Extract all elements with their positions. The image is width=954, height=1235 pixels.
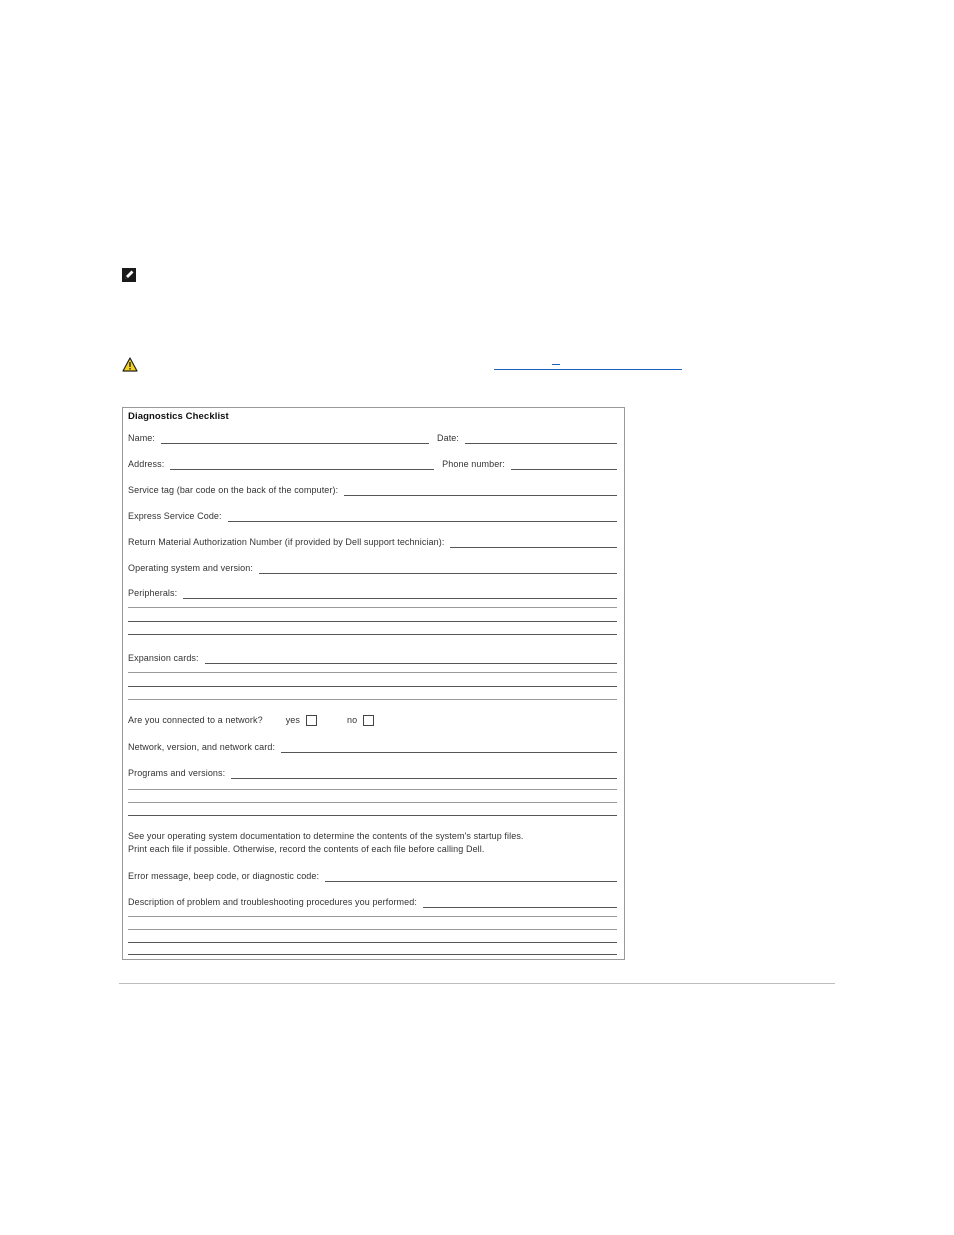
caution-triangle-icon bbox=[122, 357, 138, 372]
peripherals-line[interactable] bbox=[128, 634, 617, 635]
expansion-line[interactable] bbox=[128, 699, 617, 700]
name-date-row bbox=[128, 432, 617, 444]
programs-line[interactable] bbox=[128, 789, 617, 790]
yes-checkbox[interactable] bbox=[306, 715, 317, 726]
diagnostics-checklist-form bbox=[122, 407, 625, 960]
service-tag-row bbox=[128, 484, 617, 496]
network-card-field[interactable] bbox=[281, 744, 617, 753]
error-code-field[interactable] bbox=[325, 873, 617, 882]
description-line[interactable] bbox=[128, 954, 617, 955]
expansion-line[interactable] bbox=[128, 672, 617, 673]
address-phone-row bbox=[128, 458, 617, 470]
error-code-row bbox=[128, 870, 617, 882]
programs-row bbox=[128, 767, 617, 779]
note-pencil-icon bbox=[122, 268, 136, 282]
name-field[interactable] bbox=[161, 435, 429, 444]
error-code-label: Error message, beep code, or diagnostic code: bbox=[128, 871, 320, 881]
phone-field[interactable] bbox=[511, 461, 617, 470]
description-label: Description of problem and troubleshooting procedures you performed: bbox=[128, 897, 417, 907]
programs-field[interactable] bbox=[231, 770, 617, 779]
name-label: Name: bbox=[128, 433, 156, 443]
rma-label: Return Material Authorization Number (if provided by Dell support technician): bbox=[128, 537, 445, 547]
rma-field[interactable] bbox=[450, 539, 617, 548]
startup-note-line1: See your operating system documentation to determine the contents of the system's startup files. bbox=[128, 831, 524, 841]
peripherals-row bbox=[128, 587, 617, 599]
phone-label: Phone number: bbox=[442, 459, 505, 469]
peripherals-label: Peripherals: bbox=[128, 588, 178, 598]
address-label: Address: bbox=[128, 459, 165, 469]
description-line[interactable] bbox=[128, 942, 617, 943]
yes-label: yes bbox=[285, 715, 300, 725]
date-field[interactable] bbox=[465, 435, 617, 444]
network-card-row bbox=[128, 741, 617, 753]
network-question: Are you connected to a network? bbox=[128, 715, 263, 725]
description-field[interactable] bbox=[423, 899, 617, 908]
startup-note-line2: Print each file if possible. Otherwise, record the contents of each file before calling Dell. bbox=[128, 844, 485, 854]
express-code-label: Express Service Code: bbox=[128, 511, 222, 521]
no-label: no bbox=[347, 715, 358, 725]
date-label: Date: bbox=[436, 433, 459, 443]
programs-line[interactable] bbox=[128, 815, 617, 816]
description-line[interactable] bbox=[128, 916, 617, 917]
checklist-title: Diagnostics Checklist bbox=[128, 411, 229, 422]
address-field[interactable] bbox=[170, 461, 434, 470]
description-line[interactable] bbox=[128, 929, 617, 930]
programs-label: Programs and versions: bbox=[128, 768, 226, 778]
link-underline[interactable] bbox=[494, 369, 682, 370]
expansion-row bbox=[128, 652, 617, 664]
section-divider bbox=[119, 983, 835, 984]
programs-line[interactable] bbox=[128, 802, 617, 803]
os-label: Operating system and version: bbox=[128, 563, 253, 573]
no-checkbox[interactable] bbox=[363, 715, 374, 726]
peripherals-field[interactable] bbox=[183, 590, 617, 599]
link-underline-fragment[interactable] bbox=[552, 364, 560, 365]
express-code-field[interactable] bbox=[228, 513, 617, 522]
os-row bbox=[128, 562, 617, 574]
service-tag-label: Service tag (bar code on the back of the computer): bbox=[128, 485, 339, 495]
description-row bbox=[128, 896, 617, 908]
expansion-line[interactable] bbox=[128, 686, 617, 687]
rma-row bbox=[128, 536, 617, 548]
peripherals-line[interactable] bbox=[128, 621, 617, 622]
network-question-row bbox=[128, 714, 617, 727]
expansion-field[interactable] bbox=[205, 655, 617, 664]
express-code-row bbox=[128, 510, 617, 522]
peripherals-line[interactable] bbox=[128, 607, 617, 608]
os-field[interactable] bbox=[259, 565, 617, 574]
service-tag-field[interactable] bbox=[344, 487, 617, 496]
expansion-label: Expansion cards: bbox=[128, 653, 199, 663]
network-card-label: Network, version, and network card: bbox=[128, 742, 276, 752]
